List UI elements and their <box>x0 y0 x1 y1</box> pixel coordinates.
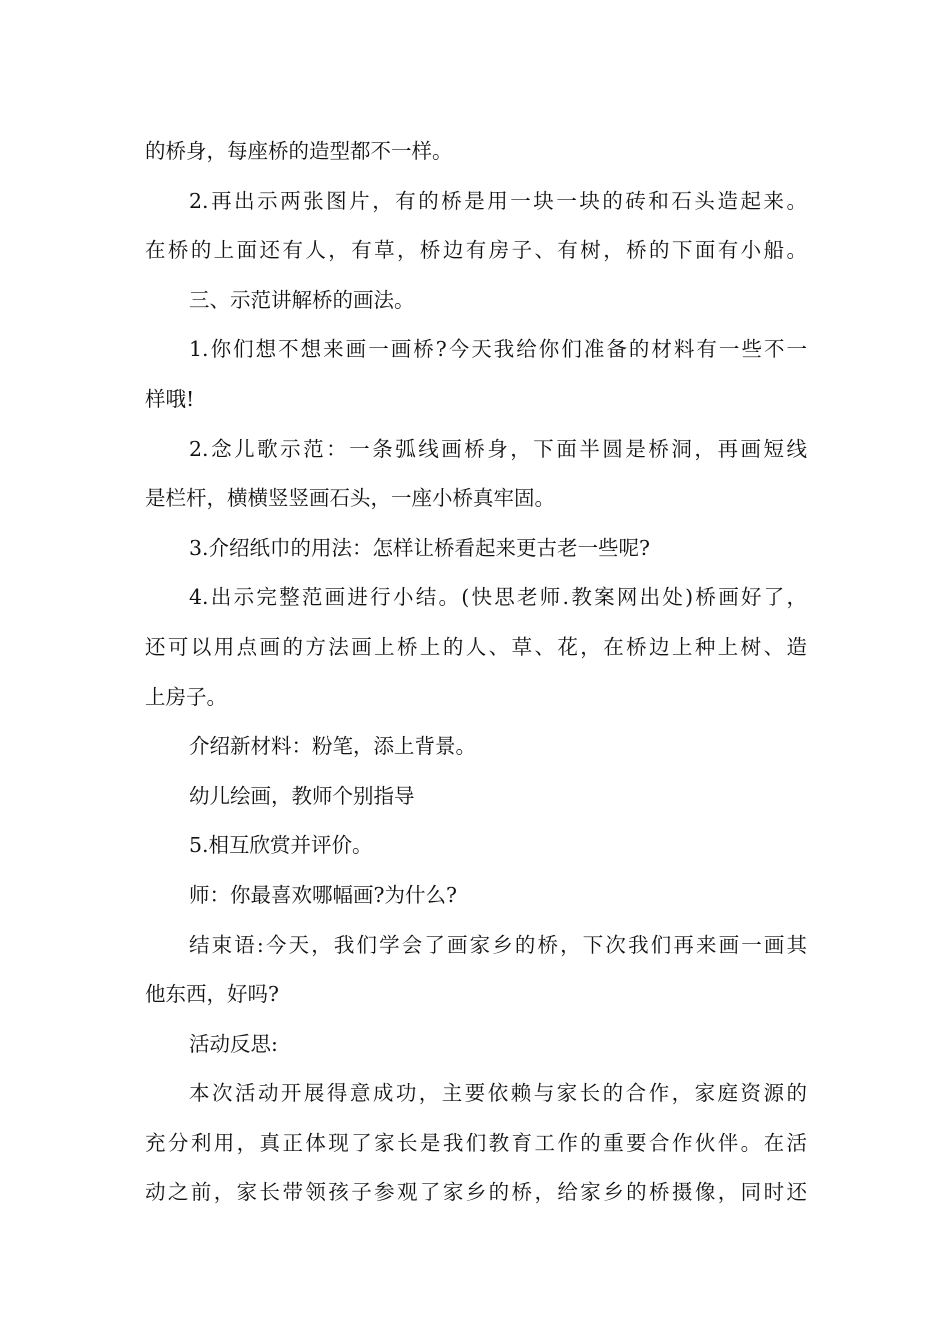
text-line: 5.相互欣赏并评价。 <box>189 833 373 858</box>
text-line: 4.出示完整范画进行小结。(快思老师.教案网出处)桥画好了， <box>189 585 807 610</box>
text-line: 上房子。 <box>145 684 227 709</box>
text-line: 样哦! <box>145 386 195 411</box>
text-line: 动之前，家长带领孩子参观了家乡的桥，给家乡的桥摄像，同时还 <box>145 1180 807 1205</box>
text-line: 结束语:今天，我们学会了画家乡的桥，下次我们再来画一画其 <box>189 932 807 957</box>
text-line: 充分利用，真正体现了家长是我们教育工作的重要合作伙伴。在活 <box>145 1130 807 1155</box>
text-line: 还可以用点画的方法画上桥上的人、草、花，在桥边上种上树、造 <box>145 634 807 659</box>
text-line: 的桥身，每座桥的造型都不一样。 <box>145 139 453 163</box>
text-line: 师：你最喜欢哪幅画?为什么? <box>189 882 457 907</box>
document-body <box>145 127 807 1218</box>
text-line: 幼儿绘画，教师个别指导 <box>189 783 415 808</box>
text-line: 他东西，好吗? <box>145 982 279 1007</box>
text-line: 介绍新材料：粉笔，添上背景。 <box>189 734 476 759</box>
text-line: 三、示范讲解桥的画法。 <box>189 287 415 312</box>
text-line: 1.你们想不想来画一画桥?今天我给你们准备的材料有一些不一 <box>189 337 807 362</box>
text-line: 3.介绍纸巾的用法：怎样让桥看起来更古老一些呢? <box>189 535 651 560</box>
text-line: 2.再出示两张图片，有的桥是用一块一块的砖和石头造起来。 <box>189 188 807 213</box>
text-line: 2.念儿歌示范：一条弧线画桥身，下面半圆是桥洞，再画短线 <box>189 436 807 461</box>
text-line: 活动反思: <box>189 1031 278 1056</box>
text-line: 本次活动开展得意成功，主要依赖与家长的合作，家庭资源的 <box>189 1081 807 1106</box>
text-line: 是栏杆，横横竖竖画石头，一座小桥真牢固。 <box>145 486 555 511</box>
text-line: 在桥的上面还有人，有草，桥边有房子、有树，桥的下面有小船。 <box>145 238 807 263</box>
